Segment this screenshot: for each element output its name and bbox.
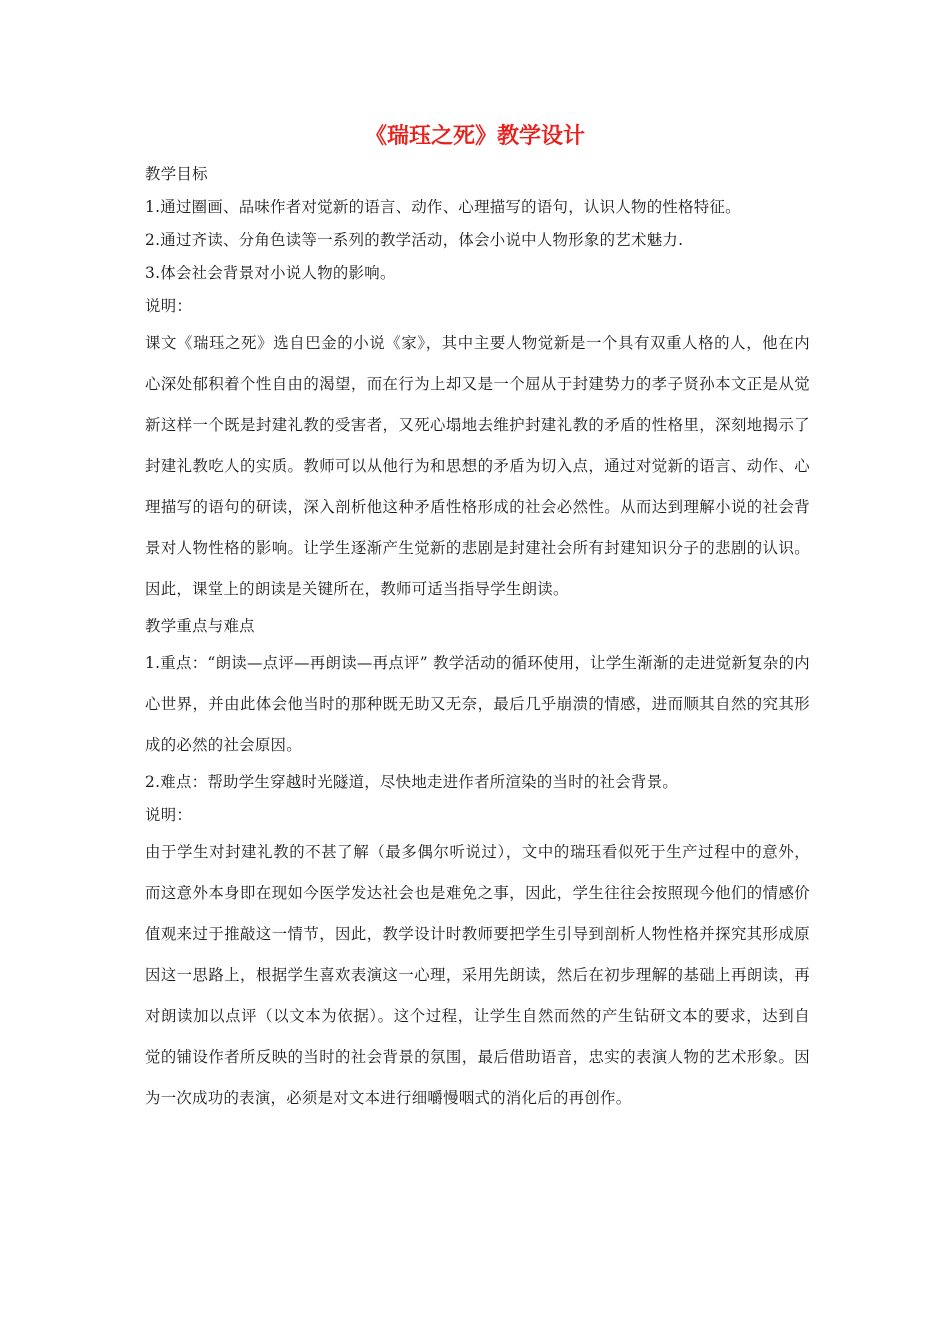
key-point-2: 2.难点：帮助学生穿越时光隧道，尽快地走进作者所渲染的当时的社会背景。: [145, 773, 679, 791]
key-point-1: 1.重点：“朗读—点评—再朗读—再点评” 教学活动的循环使用，让学生渐渐的走进觉新复杂的内心世界，并由此体会他当时的那种既无助又无奈，最后几乎崩溃的情感，进而顺其自然的究其形成的必然的社会原因。: [145, 654, 810, 754]
section-heading-objectives: 教学目标: [145, 165, 208, 183]
document-title: 《瑞珏之死》教学设计: [364, 124, 585, 149]
note-paragraph-key-points: 由于学生对封建礼教的不甚了解（最多偶尔听说过），文中的瑞珏看似死于生产过程中的意外，而这意外本身即在现如今医学发达社会也是难免之事，因此，学生往往会按照现今他们的情感价值观来过于推敲这一情节，因此，教学设计时教师要把学生引导到剖析人物性格并探究其形成原因这一思路上，根据学生喜欢表演这一心理，采用先朗读，然后在初步理解的基础上再朗读，再对朗读加以点评（以文本为依据）。这个过程，让学生自然而然的产生钻研文本的要求，达到自觉的铺设作者所反映的当时的社会背景的氛围，最后借助语音，忠实的表演人物的艺术形象。因为一次成功的表演，必须是对文本进行细嚼慢咽式的消化后的再创作。: [145, 843, 810, 1107]
section-heading-key-points: 教学重点与难点: [145, 617, 255, 635]
objective-item-3: 3.体会社会背景对小说人物的影响。: [145, 264, 396, 282]
objective-item-1: 1.通过圈画、品味作者对觉新的语言、动作、心理描写的语句，认识人物的性格特征。: [145, 198, 741, 216]
note-paragraph-objectives: 课文《瑞珏之死》选自巴金的小说《家》，其中主要人物觉新是一个具有双重人格的人，他在内心深处郁积着个性自由的渴望，而在行为上却又是一个屈从于封建势力的孝子贤孙本文正是从觉新这样一个既是封建礼教的受害者，又死心塌地去维护封建礼教的矛盾的性格里，深刻地揭示了封建礼教吃人的实质。教师可以从他行为和思想的矛盾为切入点，通过对觉新的语言、动作、心理描写的语句的研读，深入剖析他这种矛盾性格形成的社会必然性。从而达到理解小说的社会背景对人物性格的影响。让学生逐渐产生觉新的悲剧是封建社会所有封建知识分子的悲剧的认识。因此，课堂上的朗读是关键所在，教师可适当指导学生朗读。: [145, 334, 810, 598]
note-label-key-points: 说明：: [145, 806, 193, 824]
objective-item-2: 2.通过齐读、分角色读等一系列的教学活动，体会小说中人物形象的艺术魅力.: [145, 231, 684, 249]
document-body: [145, 158, 810, 1119]
note-label-objectives: 说明：: [145, 297, 193, 315]
